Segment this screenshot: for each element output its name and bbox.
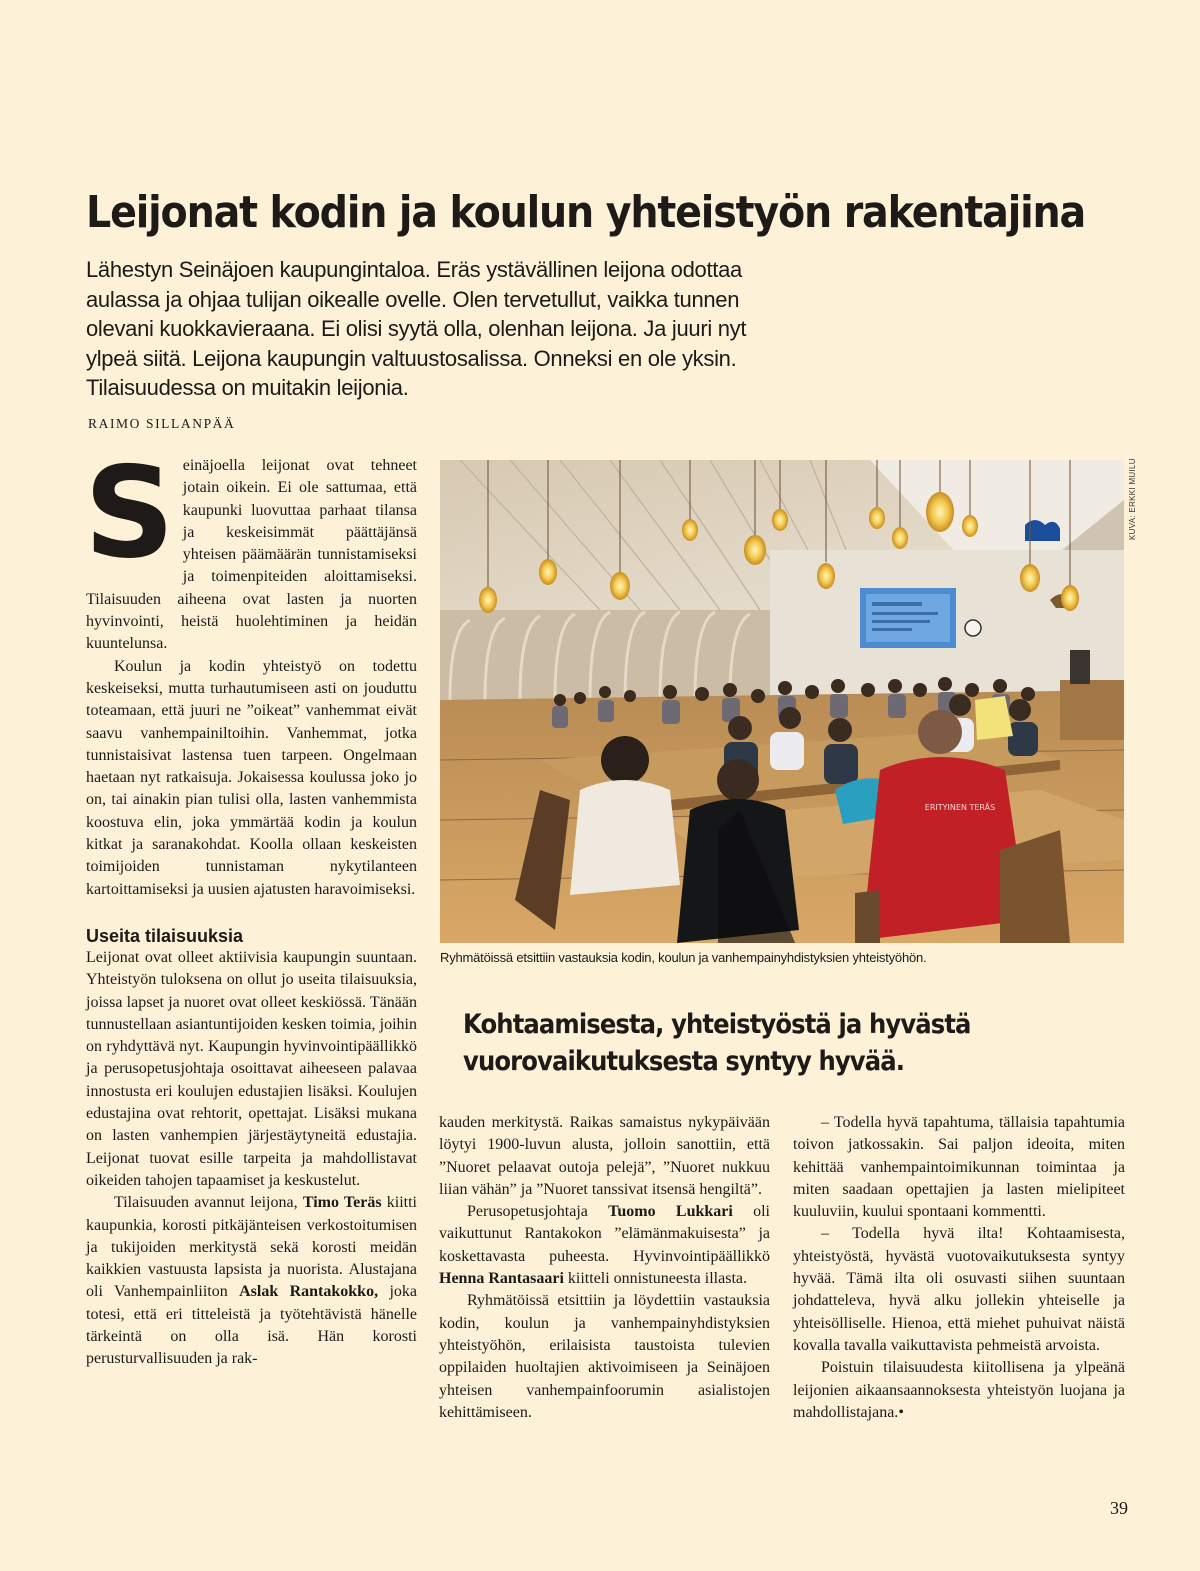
person-name: Timo Teräs — [302, 1194, 382, 1212]
text-run: joka totesi, että eri titteleistä ja työtehtävistä hänelle tärkeintä on olla isä. Hän korosti perusturvallisuuden ja rak- — [86, 1283, 418, 1368]
body-paragraph — [86, 1192, 417, 1370]
lead-line: Tilaisuudessa on muitakin leijonia. — [86, 375, 409, 400]
pull-quote — [463, 1006, 1039, 1080]
body-paragraph: Leijonat ovat olleet aktiivisia kaupungin suuntaan. Yhteistyön tuloksena on ollut jo useita tilaisuuksia, joissa lapset ja nuoret ovat olleet keskiössä. Tänään tunnustellaan asiantuntijoiden kesken toimia, joihin on ryhdyttävä nyt. Kaupungin hyvinvointipäällikkö ja perusopetusjohtaja osoittavat aiheeseen palavaa innostusta eri koulujen edustajien lisäksi. Koulujen edustajina ovat rehtorit, opettajat. Lisäksi mukana on lasten vanhempien järjestäytyneitä edustajia. Leijonat tuovat esille tarpeita ja mahdollistavat oikeiden tahojen tapaamiset ja keskustelut. — [86, 948, 417, 1189]
text-run: oli vaikuttunut Rantakokon ”elämänmakuisesta” ja koskettavasta puheesta. Hyvinvointipäällikkö — [439, 1203, 770, 1265]
photo-credit: KUVA: ERKKI MUILU — [1128, 458, 1137, 540]
section-subheading: Useita tilaisuuksia — [86, 925, 244, 946]
text-run: kiitti kaupunkia, korosti pitkäjänteisen verkostoitumisen ja tukijoiden merkitystä sekä korosti meidän kaikkien vastuusta lapsista ja nuorista. Alustajana oli Vanhempainliiton — [86, 1194, 417, 1301]
quote-paragraph: – Todella hyvä ilta! Kohtaamisesta, yhteistyöstä, hyvästä vuotovaikutuksesta syntyy hyvää. Tämä ilta oli osuvasti siihen suuntaan johdatteleva, hyvä alku jollekin yhteiselle ja yhteisölliselle. Hienoa, että miehet puhuivat näistä kovalla tavalla vaikuttavista pehmeistä arvoista. — [793, 1225, 1125, 1354]
article-photo — [440, 460, 1124, 943]
quote-paragraph: – Todella hyvä tapahtuma, tällaisia tapahtumia toivon jatkossakin. Sai paljon ideoita, miten kehittää vanhempaintoimikunnan toimintaa ja miten saadaan opettajien ja lasten mielipiteet kuuluviin, kuului spontaani kommentti. — [793, 1114, 1125, 1221]
pull-quote-line: Kohtaamisesta, yhteistyöstä ja hyvästä — [463, 1009, 971, 1040]
intro-paragraph — [84, 439, 417, 656]
text-run: Tilaisuuden avannut leijona, — [114, 1194, 303, 1212]
byline: RAIMO SILLANPÄÄ — [88, 416, 236, 431]
closing-paragraph — [793, 1357, 1125, 1424]
body-paragraph — [439, 1201, 770, 1290]
pull-quote-line: vuorovaikutuksesta syntyy hyvää. — [463, 1046, 905, 1077]
text-run: Perusopetusjohtaja — [467, 1203, 609, 1221]
lead-line: olevani kuokkavieraana. Ei olisi syytä olla, olenhan leijona. Ja juuri nyt — [86, 316, 747, 341]
lead-paragraph — [86, 255, 806, 403]
text-run: kiitteli onnistuneesta illasta. — [563, 1270, 747, 1288]
person-name: Aslak Rantakokko, — [239, 1283, 379, 1301]
text-run: Poistuin tilaisuudesta kiitollisena ja ylpeänä leijonien aikaansaannoksesta yhteistyön luojana ja mahdollistajana. — [793, 1359, 1125, 1421]
photo-caption: Ryhmätöissä etsittiin vastauksia kodin, koulun ja vanhempainyhdistyksien yhteistyöhön. — [440, 950, 927, 965]
lead-line: ylpeä siitä. Leijona kaupungin valtuustosalissa. Onneksi en ole yksin. — [86, 345, 737, 371]
article-column-2 — [439, 1112, 770, 1424]
end-mark: • — [898, 1403, 904, 1421]
lead-line: Lähestyn Seinäjoen kaupungintaloa. Eräs ystävällinen leijona odottaa — [86, 257, 742, 282]
drop-cap: S — [84, 439, 175, 586]
headline: Leijonat kodin ja koulun yhteistyön rakentajina — [86, 187, 1086, 238]
body-paragraph: Koulun ja kodin yhteistyö on todettu keskeiseksi, mutta turhautumiseen asti on jouduttu toteamaan, että juuri ne ”oikeat” vanhemmat eivät saavu vanhempainiltoihin. Vanhemmat, jotka tunnistaisivat lastensa tuen tarpeen. Ongelmaan haetaan nyt ratkaisuja. Jokaisessa koulussa joko jo on, tai ainakin pian tulisi olla, lasten vanhemmista koostuva elin, joka ymmärtää kodin ja koulun kitkat ja saranakohdat. Koolla ollaan keskeisten toimijoiden tunnistaman nykytilanteen kartoittamiseksi ja uusien ajatusten haravoimiseksi. — [86, 657, 417, 898]
article-column-1 — [84, 439, 418, 1371]
article-column-3 — [793, 1112, 1125, 1424]
shirt-print: ERITYINEN TERÄS — [924, 803, 996, 812]
lead-line: aulassa ja ohjaa tulijan oikealle ovelle. Olen tervetullut, vaikka tunnen — [86, 286, 740, 312]
body-paragraph: kauden merkitystä. Raikas samaistus nykypäivään löytyi 1900-luvun alusta, jolloin sanottiin, että ”Nuoret pelaavat outoja pelejä”, ”Nuoret nukkuu liian vähän” ja ”Nuoret tanssivat itsensä hengiltä”. — [439, 1114, 770, 1198]
person-name: Henna Rantasaari — [439, 1270, 564, 1288]
person-name: Tuomo Lukkari — [608, 1203, 733, 1221]
page-number: 39 — [1110, 1498, 1128, 1518]
intro-text: einäjoella leijonat ovat tehneet jotain oikein. Ei ole sattumaa, että kaupunki luovuttaa parhaat tilansa ja keskeisimmät päättäjänsä yhteisen päämäärän tunnistamiseksi ja toimenpiteiden aloittamiseksi. Tilaisuuden aiheena ovat lasten ja nuorten hyvinvointi, heistä huolehtiminen ja heidän kuuntelunsa. — [86, 457, 417, 653]
body-paragraph: Ryhmätöissä etsittiin ja löydettiin vastauksia kodin, koulun ja vanhempainyhdistyksien yhteistyöhön, erilaisista taustoista tulevien oppilaiden huoltajien aktivoimiseen ja Seinäjoen yhteisen vanhempainfoorumin asialistojen kehittämiseen. — [439, 1292, 770, 1421]
